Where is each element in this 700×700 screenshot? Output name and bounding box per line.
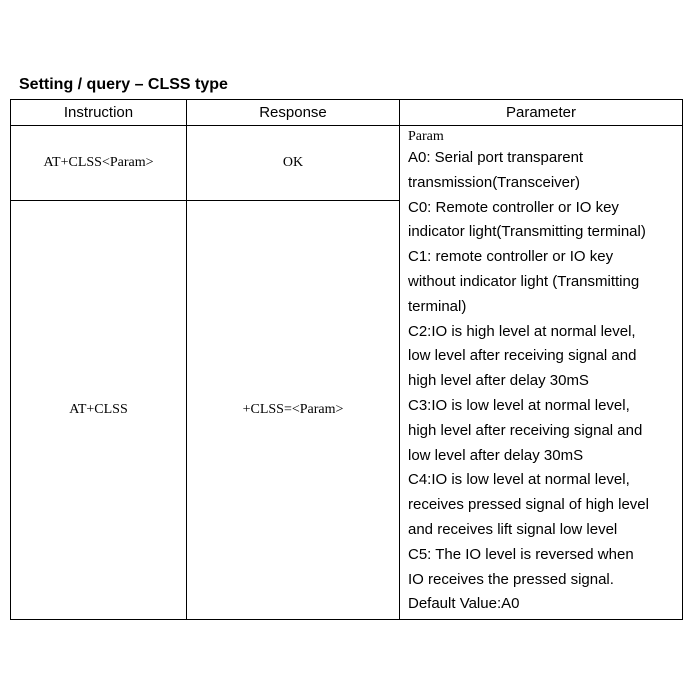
instruction-cell: AT+CLSS [11,201,187,620]
parameter-line: low level after delay 30mS [408,446,584,464]
parameter-line: Default Value:A0 [408,595,520,613]
parameter-line: high level after delay 30mS [408,372,589,390]
header-response: Response [187,100,400,126]
parameter-line: C2:IO is high level at normal level, [408,322,636,340]
header-parameter: Parameter [400,100,683,126]
response-cell: OK [187,126,400,201]
parameter-list [408,146,678,617]
parameter-line: low level after receiving signal and [408,347,637,365]
parameter-line: C5: The IO level is reversed when [408,545,634,563]
parameter-line: C4:IO is low level at normal level, [408,471,630,489]
instruction-cell: AT+CLSS<Param> [11,126,187,201]
parameter-line: indicator light(Transmitting terminal) [408,223,646,241]
parameter-line: C1: remote controller or IO key [408,248,614,266]
response-cell: +CLSS=<Param> [187,201,400,620]
section-title: Setting / query – CLSS type [19,76,228,93]
parameter-line: terminal) [408,297,467,315]
table-row [11,126,683,201]
parameter-cell [400,126,683,620]
parameter-line: and receives lift signal low level [408,520,618,538]
clss-command-table [10,99,683,620]
parameter-line: A0: Serial port transparent [408,149,584,166]
header-instruction: Instruction [11,100,187,126]
table-header-row [11,100,683,126]
parameter-line: transmission(Transceiver) [408,173,580,191]
parameter-line: without indicator light (Transmitting [408,272,640,290]
parameter-line: receives pressed signal of high level [408,496,649,514]
parameter-line: C0: Remote controller or IO key [408,198,619,216]
parameter-line: C3:IO is low level at normal level, [408,396,630,414]
parameter-heading: Param [408,129,444,144]
parameter-line: IO receives the pressed signal. [408,570,614,588]
parameter-line: high level after receiving signal and [408,421,643,439]
